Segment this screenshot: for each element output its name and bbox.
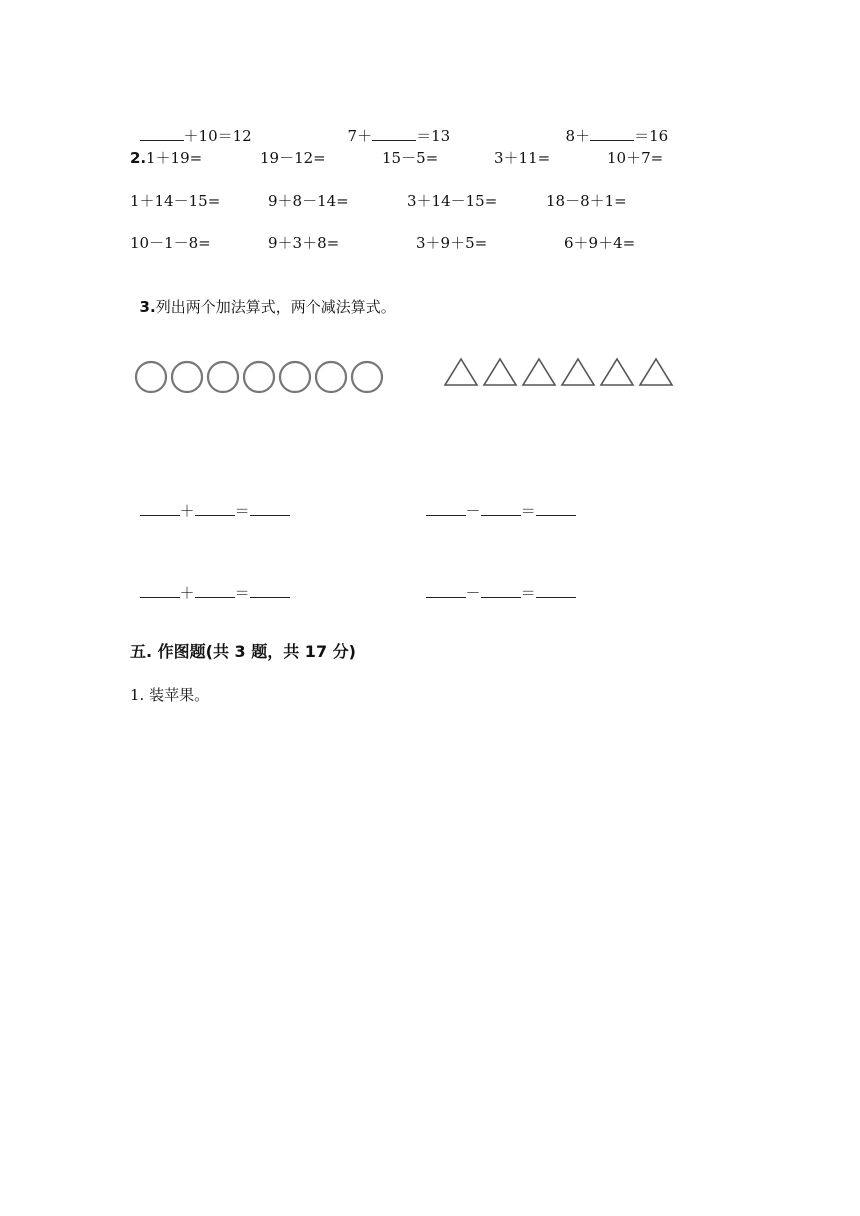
triangle-shape — [484, 359, 516, 385]
answer-blank[interactable] — [140, 583, 180, 598]
answer-blank[interactable] — [536, 583, 576, 598]
equals-sign: ＝ — [234, 584, 250, 602]
answer-blank[interactable] — [372, 126, 416, 141]
q2-problem: 3＋9＋5= — [416, 234, 488, 252]
answer-blank[interactable] — [426, 583, 466, 598]
question-3-number: 3. — [139, 298, 156, 316]
plus-sign: ＋ — [179, 502, 195, 520]
addition-equation-2 — [130, 563, 290, 603]
minus-sign: － — [465, 502, 481, 520]
q2-problem: 15－5= — [382, 149, 439, 167]
circles-group — [130, 356, 390, 400]
q2-problem: 9＋3＋8= — [268, 234, 340, 252]
subtraction-equation-1 — [416, 481, 576, 521]
problem-text: ＋10＝12 — [183, 127, 252, 145]
circle-shape — [280, 362, 310, 392]
subtraction-equation-2 — [416, 563, 576, 603]
triangles-group — [440, 354, 680, 394]
addition-equation-1 — [130, 481, 290, 521]
question-3 — [130, 277, 396, 317]
section-5-title: 五. 作图题(共 3 题，共 17 分) — [130, 642, 356, 661]
q2-problem: 1＋14－15= — [130, 192, 221, 210]
triangle-shape — [445, 359, 477, 385]
q2-problem: 10－1－8= — [130, 234, 211, 252]
equals-sign: ＝ — [520, 502, 536, 520]
problem-text: ＝16 — [634, 127, 669, 145]
triangle-shape — [640, 359, 672, 385]
q2-problem: 1＋19= — [146, 149, 203, 167]
circle-shape — [244, 362, 274, 392]
answer-blank[interactable] — [195, 501, 235, 516]
problem-text: 7＋ — [347, 127, 373, 145]
triangle-shape — [523, 359, 555, 385]
minus-sign: － — [465, 584, 481, 602]
answer-blank[interactable] — [140, 126, 184, 141]
question-2-number: 2. — [130, 149, 147, 167]
q2-problem: 18－8＋1= — [546, 192, 627, 210]
answer-blank[interactable] — [195, 583, 235, 598]
q2-problem: 3＋14－15= — [407, 192, 498, 210]
fill-problem-3 — [556, 106, 668, 146]
q2-problem: 10＋7= — [607, 149, 664, 167]
q2-problem: 3＋11= — [494, 149, 551, 167]
answer-blank[interactable] — [590, 126, 634, 141]
question-3-text: 列出两个加法算式，两个减法算式。 — [155, 298, 396, 316]
q2-problem: 9＋8－14= — [268, 192, 349, 210]
section-5-question-1: 1. 装苹果。 — [130, 686, 210, 704]
fill-problem-1 — [130, 106, 252, 146]
problem-text: 8＋ — [565, 127, 591, 145]
circle-shape — [208, 362, 238, 392]
circle-shape — [316, 362, 346, 392]
answer-blank[interactable] — [536, 501, 576, 516]
circle-shape — [136, 362, 166, 392]
triangle-shape — [562, 359, 594, 385]
circle-shape — [172, 362, 202, 392]
fill-problem-2 — [338, 106, 450, 146]
answer-blank[interactable] — [250, 583, 290, 598]
problem-text: ＝13 — [416, 127, 451, 145]
q2-problem: 19－12= — [260, 149, 326, 167]
q2-problem: 6＋9＋4= — [564, 234, 636, 252]
plus-sign: ＋ — [179, 584, 195, 602]
circle-shape — [352, 362, 382, 392]
answer-blank[interactable] — [481, 583, 521, 598]
answer-blank[interactable] — [481, 501, 521, 516]
equals-sign: ＝ — [234, 502, 250, 520]
equals-sign: ＝ — [520, 584, 536, 602]
answer-blank[interactable] — [140, 501, 180, 516]
answer-blank[interactable] — [426, 501, 466, 516]
answer-blank[interactable] — [250, 501, 290, 516]
triangle-shape — [601, 359, 633, 385]
